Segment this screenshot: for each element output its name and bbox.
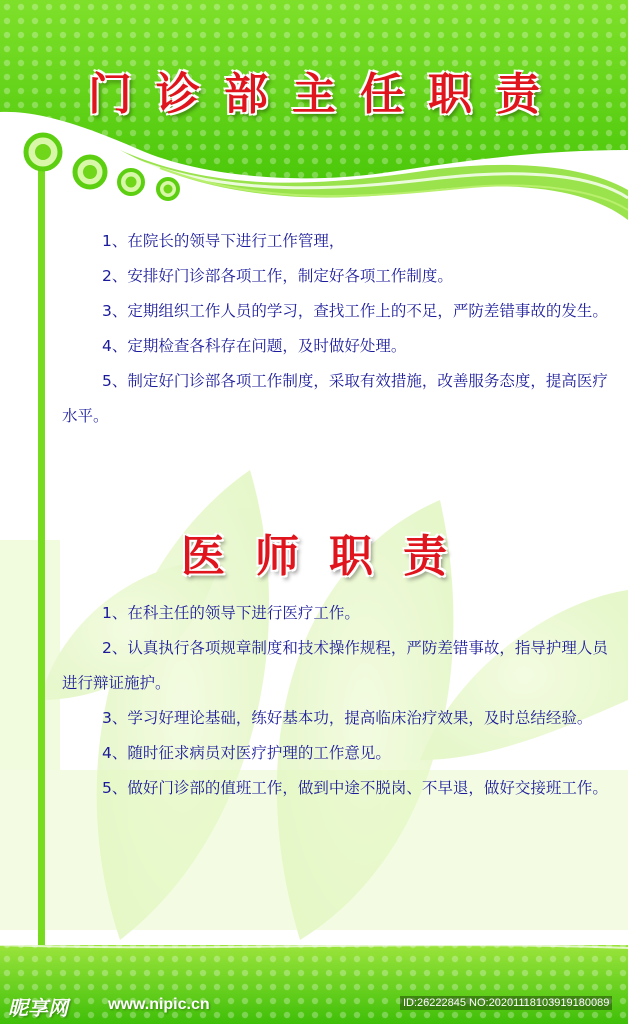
list-item: 1、在科主任的领导下进行医疗工作。 (102, 604, 360, 622)
watermark-logo: 昵享网 (8, 998, 68, 1020)
physician-duties-list (62, 596, 610, 806)
list-item: 2、认真执行各项规章制度和技术操作规程，严防差错事故，指导护理人员进行辩证施护。 (62, 639, 608, 692)
list-item: 2、安排好门诊部各项工作，制定好各项工作制度。 (102, 267, 453, 285)
watermark-url: www.nipic.cn (108, 996, 210, 1013)
list-item: 1、在院长的领导下进行工作管理， (102, 232, 345, 250)
list-item: 3、定期组织工作人员的学习，查找工作上的不足，严防差错事故的发生。 (102, 302, 608, 320)
list-item: 5、制定好门诊部各项工作制度，采取有效措施，改善服务态度，提高医疗水平。 (62, 372, 608, 425)
director-duties-title: 门诊部主任职责 (88, 69, 564, 120)
list-item: 3、学习好理论基础，练好基本功，提高临床治疗效果，及时总结经验。 (102, 709, 593, 727)
list-item: 4、随时征求病员对医疗护理的工作意见。 (102, 744, 391, 762)
list-item: 4、定期检查各科存在问题，及时做好处理。 (102, 337, 407, 355)
physician-duties-title: 医师职责 (181, 531, 477, 582)
watermark-id: ID:26222845 NO:20201118103919180089 (400, 996, 612, 1010)
list-item: 5、做好门诊部的值班工作，做到中途不脱岗、不早退，做好交接班工作。 (102, 779, 608, 797)
director-duties-list (62, 224, 610, 434)
